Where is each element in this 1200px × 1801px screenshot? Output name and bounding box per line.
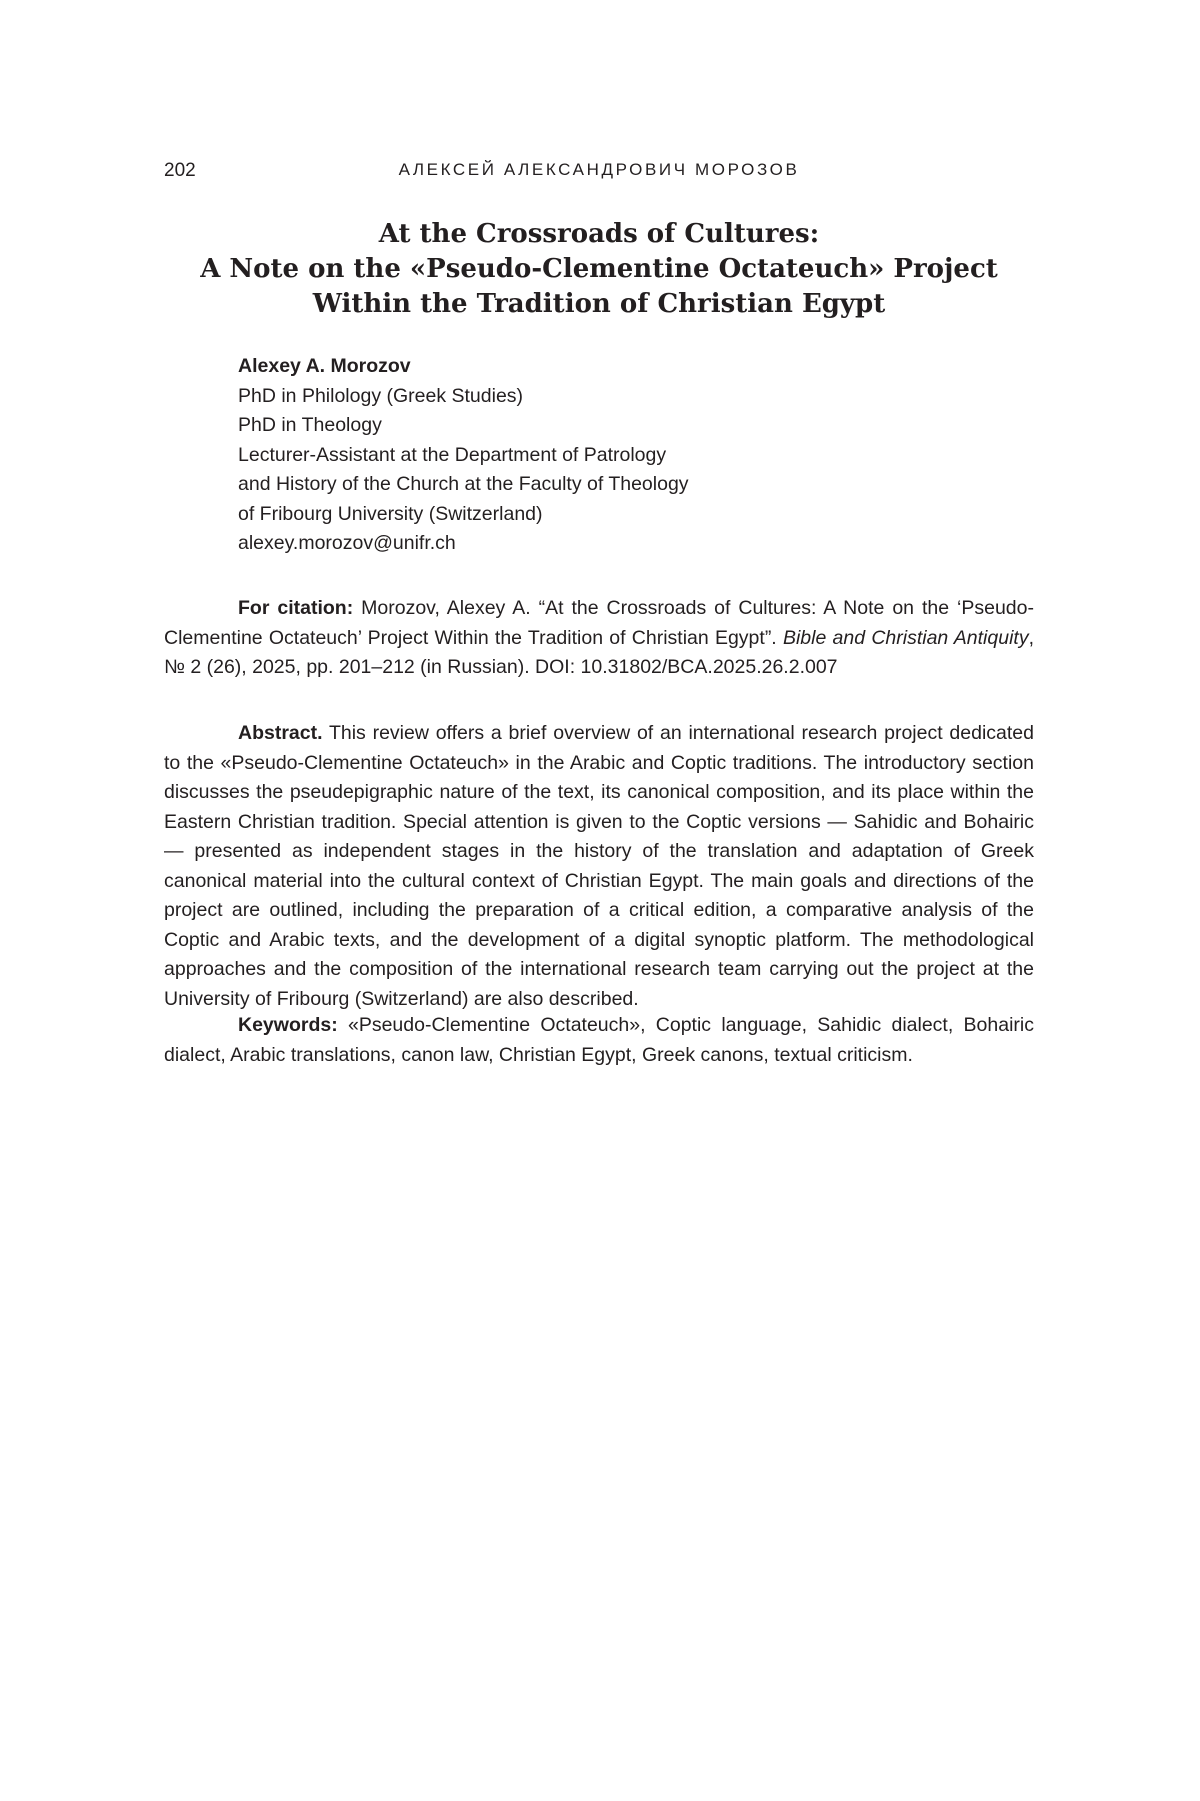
title-line-3: Within the Tradition of Christian Egypt [312, 289, 886, 319]
author-position-line-1: Lecturer-Assistant at the Department of Patrology [238, 443, 667, 466]
title-line-1: At the Crossroads of Cultures: [378, 219, 820, 249]
page-number: 202 [164, 160, 196, 181]
author-info [238, 352, 1038, 559]
running-title: АЛЕКСЕЙ АЛЕКСАНДРОВИЧ МОРОЗОВ [398, 160, 800, 179]
citation-text-before: Morozov, Alexey A. “At the Crossroads of Cultures: A Note on the ‘Pseudo-Clementine Octateuch’ Project Within the Tradition of Christian Egypt”. [164, 597, 1034, 649]
citation-text-after: , № 2 (26), 2025, pp. 201–212 (in Russian). DOI: 10.31802/BCA.2025.26.2.007 [164, 626, 1034, 678]
keywords-paragraph [164, 1011, 1034, 1070]
citation-paragraph [164, 594, 1034, 683]
keywords-text: «Pseudo-Clementine Octateuch», Coptic language, Sahidic dialect, Bohairic dialect, Arabic translations, canon law, Christian Egypt, Greek canons, textual criticism. [164, 1014, 1034, 1066]
author-degree-philology: PhD in Philology (Greek Studies) [238, 384, 524, 407]
author-email[interactable]: alexey.morozov@unifr.ch [238, 532, 456, 554]
title-line-2: A Note on the «Pseudo-Clementine Octateuch» Project [200, 254, 998, 284]
abstract-text: This review offers a brief overview of an international research project dedicated to the «Pseudo-Clementine Octateuch» in the Arabic and Coptic traditions. The introductory section discusses the pseudepigraphic nature of the text, its canonical composition, and its place within the Eastern Christian tradition. Special attention is given to the Coptic versions — Sahidic and Bohairic — presented as independent stages in the history of the translation and adaptation of Greek canonical material into the cultural context of Christian Egypt. The main goals and directions of the project are outlined, including the preparation of a critical edition, a comparative analysis of the Coptic and Arabic texts, and the development of a digital synoptic platform. The methodological approaches and the composition of the international research team carrying out the project at the University of Fribourg (Switzerland) are also described. [164, 722, 1034, 1010]
running-header [164, 160, 1034, 186]
article-title [164, 217, 1034, 322]
keywords-label: Keywords: [238, 1014, 338, 1036]
author-name: Alexey A. Morozov [238, 355, 411, 377]
citation-journal: Bible and Christian Antiquity [782, 626, 1029, 649]
author-position-line-2: and History of the Church at the Faculty of Theology [238, 473, 689, 495]
citation-label: For citation: [238, 597, 354, 619]
author-degree-theology: PhD in Theology [238, 414, 382, 436]
author-position-line-3: of Fribourg University (Switzerland) [238, 502, 543, 525]
abstract-paragraph [164, 719, 1034, 1014]
abstract-label: Abstract. [238, 722, 323, 744]
